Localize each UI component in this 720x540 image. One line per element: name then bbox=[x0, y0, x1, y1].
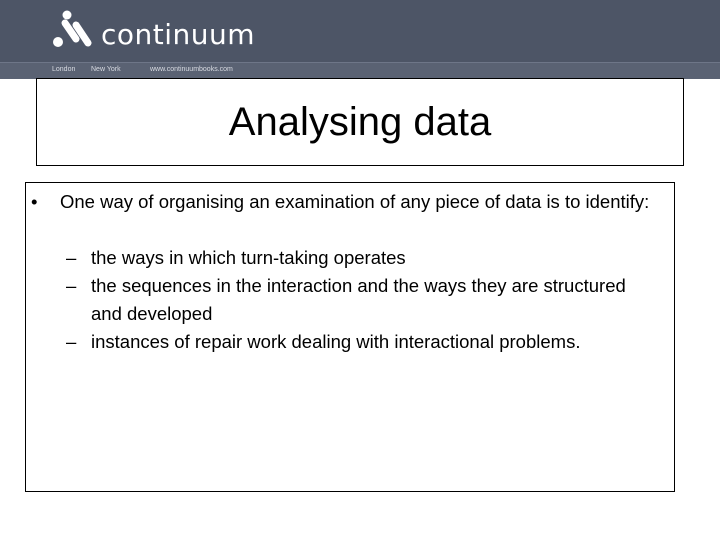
sub-item-3: instances of repair work dealing with interactional problems. bbox=[91, 331, 581, 352]
dash-marker: – bbox=[66, 331, 77, 352]
link-london[interactable]: London bbox=[52, 66, 76, 73]
publisher-header bbox=[0, 0, 720, 78]
bullet-text: One way of organising an examination of any piece of data is to identify: bbox=[60, 191, 650, 212]
dash-marker: – bbox=[66, 247, 77, 268]
header-subline bbox=[0, 62, 720, 79]
sub-item-2: the sequences in the interaction and the ways they are structured and developed bbox=[91, 275, 626, 324]
sub-item-1: the ways in which turn-taking operates bbox=[91, 247, 406, 268]
continuum-logo-icon bbox=[52, 9, 100, 51]
content-box bbox=[25, 182, 675, 492]
dash-marker: – bbox=[66, 275, 77, 296]
link-website[interactable]: www.continuumbooks.com bbox=[150, 66, 233, 73]
brand-name: continuum bbox=[101, 18, 256, 51]
title-box bbox=[36, 78, 684, 166]
link-new-york[interactable]: New York bbox=[91, 66, 121, 73]
bullet-marker: • bbox=[31, 191, 38, 212]
slide-title: Analysing data bbox=[228, 99, 492, 144]
